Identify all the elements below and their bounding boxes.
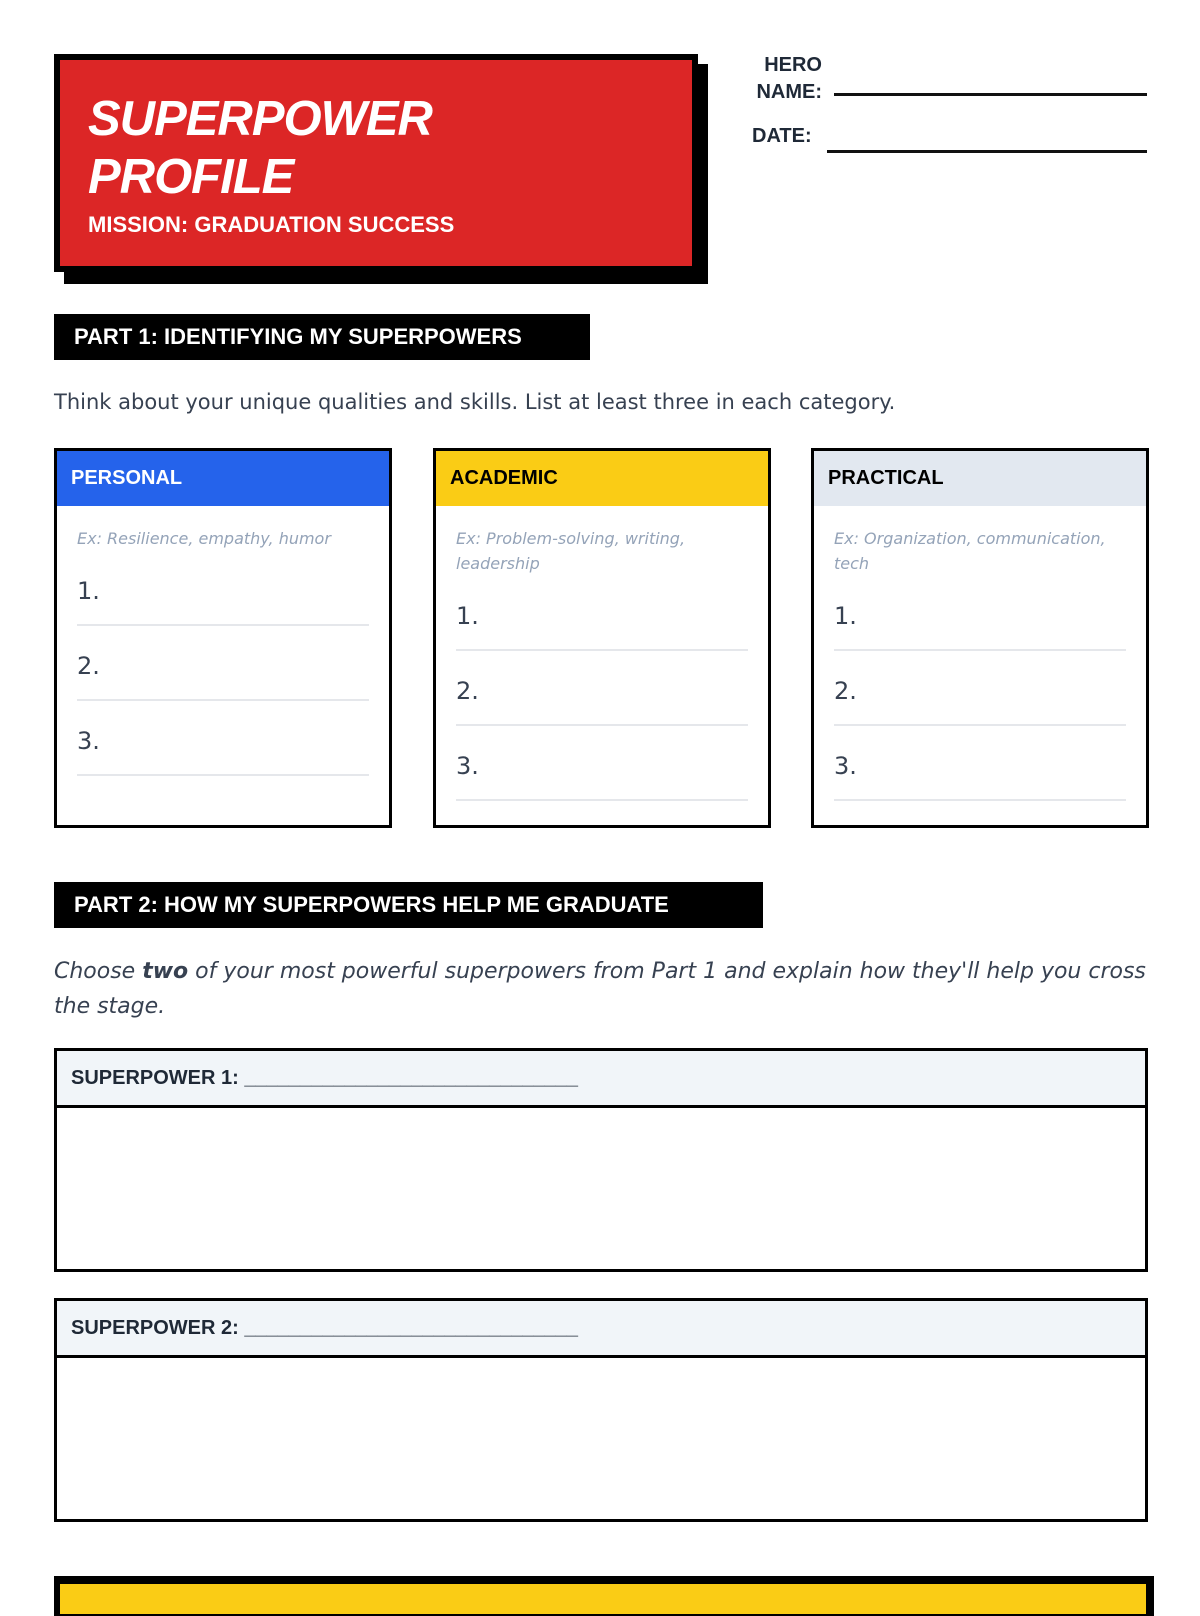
desc-text: Choose [54,959,143,984]
card-example: Ex: Problem-solving, writing, leadership [456,529,686,573]
list-item[interactable]: 3. [77,701,369,776]
desc-text: of your most powerful superpowers from Part 1 and explain how they'll help you cross the stage. [54,959,1146,1019]
list-item[interactable]: 3. [834,726,1126,801]
list-item[interactable]: 1. [77,551,369,626]
superpower-1-label[interactable]: SUPERPOWER 1: ______________________________ [57,1051,1145,1108]
part2-banner: PART 2: HOW MY SUPERPOWERS HELP ME GRADUATE [54,882,763,928]
hero-name-field[interactable] [834,93,1147,96]
card-example: Ex: Resilience, empathy, humor [77,529,331,548]
date-field[interactable] [827,150,1147,153]
list-item[interactable]: 1. [834,576,1126,651]
title-line-1: SUPERPOWER [88,92,432,146]
list-item[interactable]: 2. [834,651,1126,726]
card-practical [811,448,1149,828]
superpower-1-answer-area[interactable] [57,1108,1145,1266]
superpower-2-answer-area[interactable] [57,1358,1145,1516]
desc-emphasis: two [142,959,189,984]
part1-instructions: Think about your unique qualities and skills. List at least three in each category. [54,390,896,414]
card-personal [54,448,392,828]
date-label: DATE: [752,125,812,147]
part2-instructions [54,954,1154,1024]
superpower-2-box [54,1298,1148,1522]
list-item[interactable]: 2. [456,651,748,726]
part1-banner: PART 1: IDENTIFYING MY SUPERPOWERS [54,314,590,360]
card-title: ACADEMIC [436,451,768,506]
title-block [54,54,698,272]
list-item[interactable]: 1. [456,576,748,651]
mission-subtitle: MISSION: GRADUATION SUCCESS [88,212,455,237]
hero-label-line2: NAME: [756,81,822,103]
title-line-2: PROFILE [88,150,294,204]
card-title: PRACTICAL [814,451,1146,506]
list-item[interactable]: 3. [456,726,748,801]
card-title: PERSONAL [57,451,389,506]
card-example: Ex: Organization, communication, tech [834,529,1106,573]
card-academic [433,448,771,828]
hero-label-line1: HERO [764,54,822,76]
list-item[interactable]: 2. [77,626,369,701]
page-title [88,90,664,206]
superpower-1-box [54,1048,1148,1272]
bottom-yellow-box [60,1584,1146,1614]
hero-name-label [752,52,822,106]
superpower-2-label[interactable]: SUPERPOWER 2: ______________________________ [57,1301,1145,1358]
